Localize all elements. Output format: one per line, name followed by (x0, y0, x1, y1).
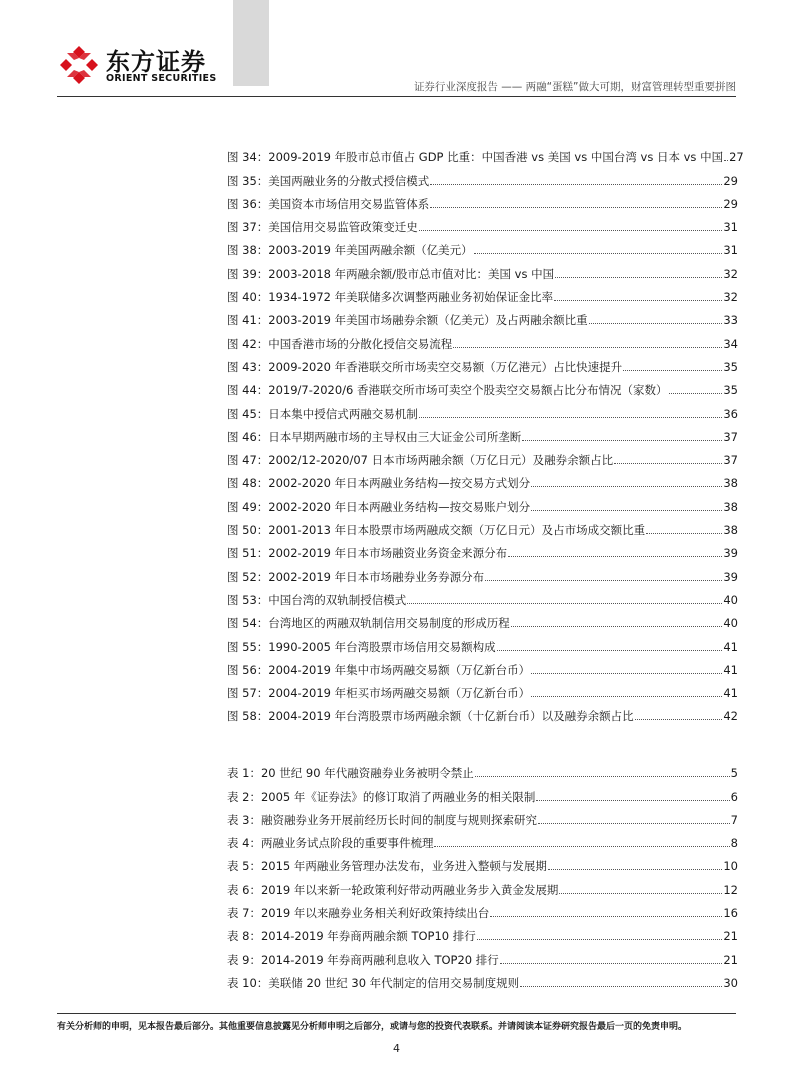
toc-figure-entry[interactable] (227, 421, 738, 444)
toc-figure-entry[interactable] (227, 444, 738, 467)
toc-leader-dots (589, 323, 723, 324)
toc-entry-page: 34 (723, 336, 738, 351)
toc-leader-dots (635, 719, 723, 720)
toc-entry-label: 图 46：日本早期两融市场的主导权由三大证金公司所垄断 (227, 429, 522, 444)
toc-entry-page: 41 (723, 639, 738, 654)
toc-table-entry[interactable] (227, 757, 738, 780)
toc-figure-entry[interactable] (227, 351, 738, 374)
toc-figure-entry[interactable] (227, 374, 738, 397)
toc-leader-dots (548, 869, 722, 870)
toc-leader-dots (531, 696, 722, 697)
toc-entry-page: 30 (723, 975, 738, 990)
logo-english-name: ORIENT SECURITIES (106, 73, 217, 84)
toc-table-entry[interactable] (227, 967, 738, 990)
toc-figure-entry[interactable] (227, 141, 744, 165)
toc-leader-dots (490, 916, 722, 917)
toc-entry-page: 38 (723, 476, 738, 491)
toc-leader-dots (669, 393, 723, 394)
tables-toc (227, 757, 738, 990)
toc-leader-dots (520, 986, 722, 987)
toc-figure-entry[interactable] (227, 327, 738, 350)
toc-leader-dots (485, 580, 722, 581)
toc-entry-page: 27 (729, 150, 744, 165)
toc-entry-label: 图 34：2009-2019 年股市总市值占 GDP 比重：中国香港 vs 美国 vs 中国台湾 vs 日本 vs 中国 (227, 150, 724, 165)
toc-leader-dots (430, 184, 722, 185)
toc-entry-page: 29 (723, 196, 738, 211)
toc-leader-dots (531, 510, 722, 511)
toc-entry-page: 7 (730, 812, 738, 827)
toc-entry-label: 图 57：2004-2019 年柜买市场两融交易额（万亿新台币） (227, 686, 531, 701)
toc-figure-entry[interactable] (227, 281, 738, 304)
toc-entry-label: 图 52：2002-2019 年日本市场融券业务券源分布 (227, 569, 485, 584)
toc-entry-label: 图 39：2003-2018 年两融余额/股市总市值对比：美国 vs 中国 (227, 266, 555, 281)
brand-logo (58, 40, 228, 92)
toc-entry-page: 16 (723, 906, 738, 921)
toc-leader-dots (559, 893, 722, 894)
toc-figure-entry[interactable] (227, 490, 738, 513)
toc-entry-label: 图 40：1934-1972 年美联储多次调整两融业务初始保证金比率 (227, 290, 554, 305)
toc-entry-label: 图 56：2004-2019 年集中市场两融交易额（万亿新台币） (227, 662, 531, 677)
toc-entry-label: 表 1：20 世纪 90 年代融资融券业务被明令禁止 (227, 766, 474, 781)
toc-entry-label: 图 41：2003-2019 年美国市场融券余额（亿美元）及占两融余额比重 (227, 313, 588, 328)
toc-entry-label: 图 45：日本集中授信式两融交易机制 (227, 406, 418, 421)
report-title: 证券行业深度报告 —— 两融“蛋糕”做大可期，财富管理转型重要拼图 (413, 81, 736, 93)
toc-entry-page: 35 (723, 383, 738, 398)
toc-entry-page: 39 (723, 569, 738, 584)
toc-entry-page: 32 (723, 290, 738, 305)
toc-entry-label: 图 36：美国资本市场信用交易监管体系 (227, 196, 430, 211)
toc-entry-page: 41 (723, 662, 738, 677)
toc-table-entry[interactable] (227, 920, 738, 943)
toc-entry-label: 图 53：中国台湾的双轨制授信模式 (227, 592, 407, 607)
toc-entry-label: 图 35：美国两融业务的分散式授信模式 (227, 173, 430, 188)
orient-logo-icon (58, 44, 100, 86)
figures-toc (227, 141, 744, 724)
disclaimer-text: 有关分析师的申明，见本报告最后部分。其他重要信息披露见分析师申明之后部分，或请与您的投资代表联系。并请阅读本证券研究报告最后一页的免责申明。 (57, 1022, 688, 1032)
toc-entry-label: 表 3：融资融券业务开展前经历长时间的制度与规则探索研究 (227, 812, 537, 827)
toc-figure-entry[interactable] (227, 397, 738, 420)
toc-entry-label: 表 4：两融业务试点阶段的重要事件梳理 (227, 836, 434, 851)
toc-leader-dots (407, 603, 722, 604)
toc-entry-page: 33 (723, 313, 738, 328)
toc-leader-dots (453, 347, 722, 348)
toc-leader-dots (623, 370, 722, 371)
toc-leader-dots (419, 230, 723, 231)
toc-figure-entry[interactable] (227, 257, 738, 280)
toc-table-entry[interactable] (227, 780, 738, 803)
toc-entry-label: 表 2：2005 年《证券法》的修订取消了两融业务的相关限制 (227, 789, 536, 804)
toc-entry-page: 31 (723, 220, 738, 235)
toc-entry-label: 图 37：美国信用交易监管政策变迁史 (227, 220, 418, 235)
toc-leader-dots (555, 277, 722, 278)
toc-entry-page: 12 (723, 882, 738, 897)
header-divider (57, 96, 736, 97)
toc-entry-label: 图 38：2003-2019 年美国两融余额（亿美元） (227, 243, 473, 258)
toc-leader-dots (419, 417, 723, 418)
toc-entry-page: 37 (723, 429, 738, 444)
page-number: 4 (393, 1042, 400, 1055)
toc-leader-dots (508, 556, 722, 557)
toc-entry-page: 10 (723, 859, 738, 874)
toc-figure-entry[interactable] (227, 584, 738, 607)
toc-entry-page: 32 (723, 266, 738, 281)
toc-leader-dots (434, 846, 729, 847)
toc-entry-label: 图 42：中国香港市场的分散化授信交易流程 (227, 336, 453, 351)
toc-entry-page: 35 (723, 359, 738, 374)
toc-entry-page: 37 (723, 453, 738, 468)
toc-table-entry[interactable] (227, 943, 738, 966)
toc-entry-page: 39 (723, 546, 738, 561)
toc-leader-dots (477, 939, 723, 940)
toc-entry-page: 38 (723, 499, 738, 514)
toc-entry-page: 6 (730, 789, 738, 804)
toc-entry-page: 21 (723, 952, 738, 967)
toc-entry-label: 表 6：2019 年以来新一轮政策利好带动两融业务步入黄金发展期 (227, 882, 559, 897)
toc-entry-page: 5 (730, 766, 738, 781)
toc-leader-dots (646, 533, 722, 534)
toc-leader-dots (474, 253, 723, 254)
logo-chinese-name: 东方证券 (106, 48, 206, 76)
toc-entry-label: 图 54：台湾地区的两融双轨制信用交易制度的形成历程 (227, 616, 510, 631)
toc-entry-page: 42 (723, 709, 738, 724)
toc-entry-label: 图 51：2002-2019 年日本市场融资业务资金来源分布 (227, 546, 508, 561)
toc-figure-entry[interactable] (227, 514, 738, 537)
toc-leader-dots (430, 207, 722, 208)
toc-figure-entry[interactable] (227, 560, 738, 583)
toc-leader-dots (475, 776, 730, 777)
toc-entry-page: 31 (723, 243, 738, 258)
toc-entry-label: 表 10：美联储 20 世纪 30 年代制定的信用交易制度规则 (227, 975, 520, 990)
toc-leader-dots (511, 626, 723, 627)
toc-figure-entry[interactable] (227, 537, 738, 560)
toc-table-entry[interactable] (227, 850, 738, 873)
toc-entry-page: 40 (723, 592, 738, 607)
toc-entry-label: 图 47：2002/12-2020/07 日本市场两融余额（万亿日元）及融券余额占比 (227, 453, 614, 468)
toc-leader-dots (522, 440, 722, 441)
toc-entry-label: 表 8：2014-2019 年券商两融余额 TOP10 排行 (227, 929, 476, 944)
toc-table-entry[interactable] (227, 827, 738, 850)
toc-figure-entry[interactable] (227, 467, 738, 490)
toc-figure-entry[interactable] (227, 700, 738, 723)
toc-entry-label: 表 5：2015 年两融业务管理办法发布，业务进入整顿与发展期 (227, 859, 547, 874)
toc-figure-entry[interactable] (227, 164, 738, 187)
toc-leader-dots (500, 963, 723, 964)
toc-entry-page: 41 (723, 686, 738, 701)
toc-figure-entry[interactable] (227, 234, 738, 257)
toc-entry-label: 图 58：2004-2019 年台湾股票市场两融余额（十亿新台币）以及融券余额占比 (227, 709, 634, 724)
toc-leader-dots (497, 650, 723, 651)
toc-leader-dots (531, 486, 722, 487)
toc-leader-dots (538, 823, 730, 824)
toc-entry-label: 图 44：2019/7-2020/6 香港联交所市场可卖空个股卖空交易额占比分布情况（家数） (227, 383, 668, 398)
toc-entry-label: 图 43：2009-2020 年香港联交所市场卖空交易额（万亿港元）占比快速提升 (227, 359, 623, 374)
toc-table-entry[interactable] (227, 873, 738, 896)
footer-divider (57, 1013, 736, 1014)
toc-table-entry[interactable] (227, 897, 738, 920)
header-grey-strip (233, 0, 269, 86)
toc-entry-page: 8 (730, 836, 738, 851)
toc-entry-label: 图 55：1990-2005 年台湾股票市场信用交易额构成 (227, 639, 496, 654)
toc-entry-label: 图 49：2002-2020 年日本两融业务结构—按交易账户划分 (227, 499, 531, 514)
toc-leader-dots (536, 800, 729, 801)
toc-entry-label: 图 50：2001-2013 年日本股票市场两融成交额（万亿日元）及占市场成交额比重 (227, 523, 646, 538)
toc-figure-entry[interactable] (227, 654, 738, 677)
toc-leader-dots (614, 463, 722, 464)
toc-table-entry[interactable] (227, 804, 738, 827)
toc-figure-entry[interactable] (227, 630, 738, 653)
toc-entry-page: 21 (723, 929, 738, 944)
toc-entry-label: 图 48：2002-2020 年日本两融业务结构—按交易方式划分 (227, 476, 531, 491)
toc-figure-entry[interactable] (227, 211, 738, 234)
toc-entry-page: 38 (723, 523, 738, 538)
toc-figure-entry[interactable] (227, 607, 738, 630)
toc-figure-entry[interactable] (227, 677, 738, 700)
toc-entry-page: 29 (723, 173, 738, 188)
toc-entry-label: 表 9：2014-2019 年券商两融利息收入 TOP20 排行 (227, 952, 499, 967)
toc-entry-page: 36 (723, 406, 738, 421)
toc-entry-page: 40 (723, 616, 738, 631)
toc-leader-dots (554, 300, 722, 301)
toc-leader-dots (724, 160, 728, 161)
toc-figure-entry[interactable] (227, 188, 738, 211)
toc-entry-label: 表 7：2019 年以来融券业务相关利好政策持续出台 (227, 906, 490, 921)
toc-figure-entry[interactable] (227, 304, 738, 327)
toc-leader-dots (531, 673, 722, 674)
